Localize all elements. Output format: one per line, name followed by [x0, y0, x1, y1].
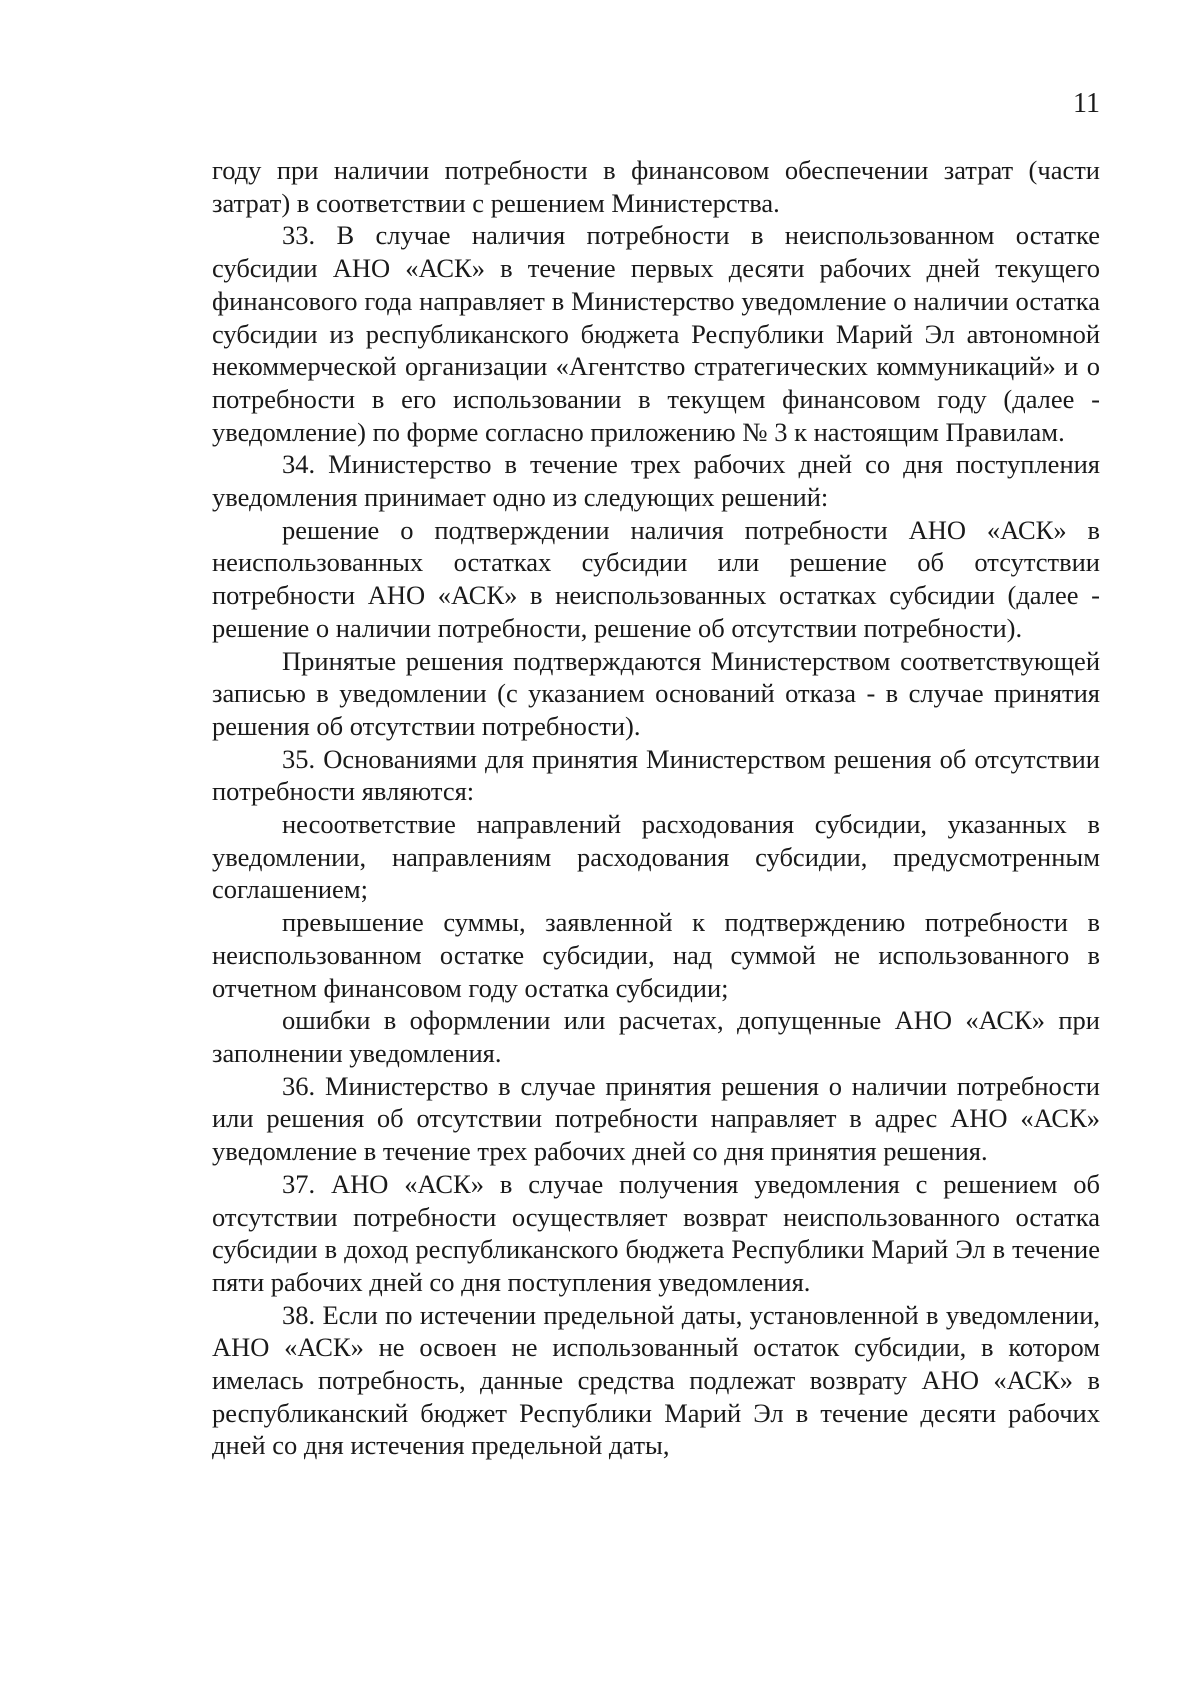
paragraph-35-ground-3: ошибки в оформлении или расчетах, допущенные АНО «АСК» при заполнении уведомления. — [212, 1005, 1100, 1068]
paragraph-34: 34. Министерство в течение трех рабочих дней со дня поступления уведомления принимает одно из следующих решений: — [212, 449, 1100, 513]
paragraph-38: 38. Если по истечении предельной даты, установленной в уведомлении, АНО «АСК» не освоен не использованный остаток субсидии, в котором имелась потребность, данные средства подлежат возврату АНО «АСК» в республиканский бюджет Республики Марий Эл в течение десяти рабочих дней со дня истечения предельной даты, — [212, 1299, 1100, 1461]
paragraph-33: 33. В случае наличия потребности в неиспользованном остатке субсидии АНО «АСК» в течение первых десяти рабочих дней текущего финансового года направляет в Министерство уведомление о наличии остатка субсидии из республиканского бюджета Республики Марий Эл автономной некоммерческой организации «Агентство стратегических коммуникаций» и о потребности в его использовании в текущем финансовом году (далее - уведомление) по форме согласно приложению № 3 к настоящим Правилам. — [212, 220, 1100, 447]
paragraph-34-decision-types: решение о подтверждении наличия потребности АНО «АСК» в неиспользованных остатках субсидии или решение об отсутствии потребности АНО «АСК» в неиспользованных остатках субсидии (далее - решение о наличии потребности, решение об отсутствии потребности). — [212, 514, 1100, 643]
paragraph-35: 35. Основаниями для принятия Министерством решения об отсутствии потребности являются: — [212, 743, 1100, 807]
paragraph-continuation: году при наличии потребности в финансовом обеспечении затрат (части затрат) в соответствии с решением Министерства. — [212, 155, 1100, 218]
paragraph-34-confirmation: Принятые решения подтверждаются Министерством соответствующей записью в уведомлении (с указанием оснований отказа - в случае принятия решения об отсутствии потребности). — [212, 645, 1100, 741]
document-body — [212, 154, 1100, 1462]
paragraph-35-ground-1: несоответствие направлений расходования субсидии, указанных в уведомлении, направлениям расходования субсидии, предусмотренным соглашением; — [212, 809, 1100, 905]
paragraph-37: 37. АНО «АСК» в случае получения уведомления с решением об отсутствии потребности осуществляет возврат неиспользованного остатка субсидии в доход республиканского бюджета Республики Марий Эл в течение пяти рабочих дней со дня поступления уведомления. — [212, 1168, 1100, 1297]
paragraph-35-ground-2: превышение суммы, заявленной к подтверждению потребности в неиспользованном остатке субсидии, над суммой не использованного в отчетном финансовом году остатка субсидии; — [212, 907, 1100, 1003]
page-number: 11 — [1073, 88, 1100, 119]
paragraph-36: 36. Министерство в случае принятия решения о наличии потребности или решения об отсутствии потребности направляет в адрес АНО «АСК» уведомление в течение трех рабочих дней со дня принятия решения. — [212, 1070, 1100, 1167]
